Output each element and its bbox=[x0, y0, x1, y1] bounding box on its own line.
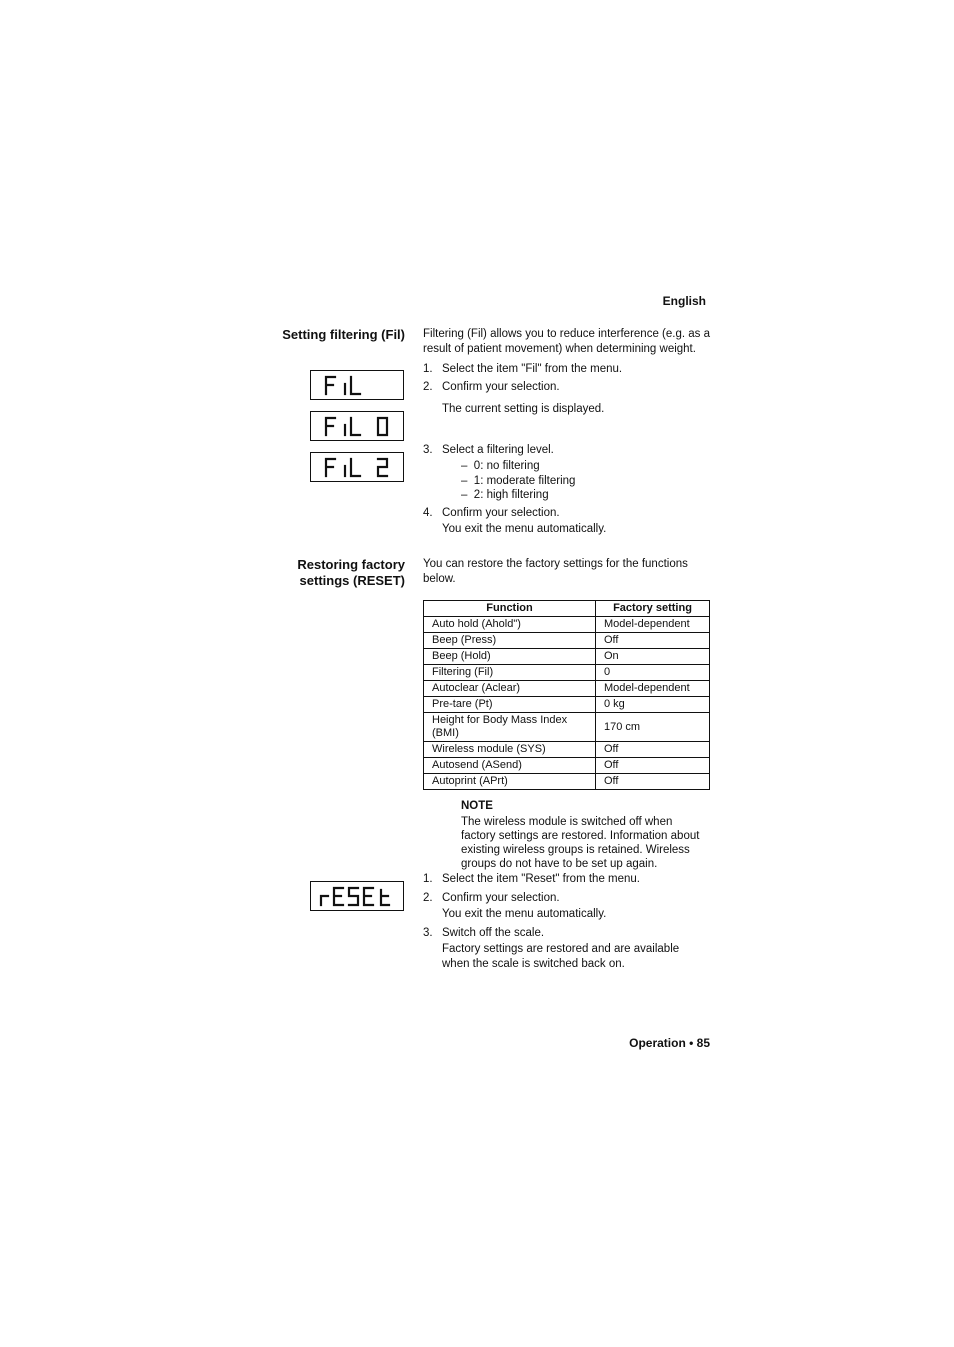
page-footer: Operation • 85 bbox=[629, 1036, 710, 1050]
note-title: NOTE bbox=[461, 800, 493, 812]
table-cell: Beep (Press) bbox=[424, 633, 596, 649]
lcd-fil-0-icon bbox=[311, 412, 405, 442]
filter-step-4 bbox=[423, 506, 713, 521]
step-text: Confirm your selection. bbox=[442, 507, 560, 519]
table-row bbox=[424, 713, 710, 742]
table-cell: Autoclear (Aclear) bbox=[424, 681, 596, 697]
section-heading-filtering: Setting filtering (Fil) bbox=[282, 327, 405, 342]
column-header: Function bbox=[424, 601, 596, 617]
filter-step-2 bbox=[423, 380, 713, 395]
table-cell: Off bbox=[596, 633, 710, 649]
table-cell: Autosend (ASend) bbox=[424, 758, 596, 774]
step-number: 3. bbox=[423, 444, 433, 456]
step-number: 2. bbox=[423, 381, 433, 393]
note-text: The wireless module is switched off when factory settings are restored. Information about existing wireless groups is retained. Wireless groups do not have to be set up again. bbox=[461, 816, 700, 870]
section-heading-reset bbox=[230, 557, 405, 589]
lcd-fil-icon bbox=[311, 371, 405, 401]
reset-step-3 bbox=[423, 926, 713, 941]
step-text: Select a filtering level. bbox=[442, 444, 554, 456]
heading-line: Restoring factory bbox=[297, 557, 405, 572]
table-row bbox=[424, 774, 710, 790]
table-cell: Off bbox=[596, 758, 710, 774]
table-header-row bbox=[424, 601, 710, 617]
lcd-reset-icon bbox=[311, 882, 405, 912]
table-cell: Off bbox=[596, 742, 710, 758]
dash-bullet: – bbox=[461, 489, 468, 501]
reset-step-2-note: You exit the menu automatically. bbox=[442, 908, 607, 920]
table-cell: 170 cm bbox=[596, 713, 710, 742]
step-text: Confirm your selection. bbox=[442, 892, 560, 904]
heading-line: settings (RESET) bbox=[299, 573, 405, 588]
table-cell: Wireless module (SYS) bbox=[424, 742, 596, 758]
filter-step-2-note: The current setting is displayed. bbox=[442, 403, 605, 415]
step-number: 3. bbox=[423, 927, 433, 939]
factory-settings-table bbox=[423, 600, 710, 790]
filter-level-text: 0: no filtering bbox=[473, 460, 540, 472]
lcd-display-fil-0 bbox=[310, 411, 404, 441]
table-row bbox=[424, 681, 710, 697]
filter-level-item bbox=[461, 488, 549, 503]
reset-step-2 bbox=[423, 891, 713, 906]
filter-level-item bbox=[461, 474, 575, 489]
reset-step-3-note: Factory settings are restored and are available when the scale is switched back on. bbox=[442, 943, 680, 970]
table-row bbox=[424, 633, 710, 649]
filtering-intro: Filtering (Fil) allows you to reduce interference (e.g. as a result of patient movement) when determining weight. bbox=[423, 328, 710, 355]
language-label: English bbox=[662, 294, 706, 308]
reset-step-1 bbox=[423, 872, 713, 887]
table-cell: Model-dependent bbox=[596, 617, 710, 633]
step-number: 4. bbox=[423, 507, 433, 519]
filter-step-1 bbox=[423, 362, 713, 377]
table-cell: Pre-tare (Pt) bbox=[424, 697, 596, 713]
table-cell: Filtering (Fil) bbox=[424, 665, 596, 681]
table-cell: Height for Body Mass Index (BMI) bbox=[424, 713, 596, 742]
table-row bbox=[424, 617, 710, 633]
step-text: Switch off the scale. bbox=[442, 927, 545, 939]
dash-bullet: – bbox=[461, 475, 468, 487]
step-text: Confirm your selection. bbox=[442, 381, 560, 393]
table-cell: Beep (Hold) bbox=[424, 649, 596, 665]
step-number: 1. bbox=[423, 363, 433, 375]
lcd-fil-2-icon bbox=[311, 453, 405, 483]
step-number: 2. bbox=[423, 892, 433, 904]
filter-level-item bbox=[461, 459, 540, 474]
table-row bbox=[424, 649, 710, 665]
reset-intro: You can restore the factory settings for the functions below. bbox=[423, 558, 688, 585]
filter-step-3 bbox=[423, 443, 713, 458]
table-cell: On bbox=[596, 649, 710, 665]
table-cell: Auto hold (Ahold") bbox=[424, 617, 596, 633]
table-cell: Off bbox=[596, 774, 710, 790]
table-row bbox=[424, 758, 710, 774]
table-cell: 0 bbox=[596, 665, 710, 681]
table-row bbox=[424, 665, 710, 681]
lcd-display-reset bbox=[310, 881, 404, 911]
step-text: Select the item "Fil" from the menu. bbox=[442, 363, 623, 375]
lcd-display-fil bbox=[310, 370, 404, 400]
table-row bbox=[424, 697, 710, 713]
step-text: Select the item "Reset" from the menu. bbox=[442, 873, 640, 885]
filter-step-4-note: You exit the menu automatically. bbox=[442, 523, 607, 535]
table-cell: Autoprint (APrt) bbox=[424, 774, 596, 790]
filter-level-text: 1: moderate filtering bbox=[473, 475, 576, 487]
filter-level-text: 2: high filtering bbox=[473, 489, 549, 501]
dash-bullet: – bbox=[461, 460, 468, 472]
column-header: Factory setting bbox=[596, 601, 710, 617]
table-row bbox=[424, 742, 710, 758]
step-number: 1. bbox=[423, 873, 433, 885]
lcd-display-fil-2 bbox=[310, 452, 404, 482]
table-cell: 0 kg bbox=[596, 697, 710, 713]
table-cell: Model-dependent bbox=[596, 681, 710, 697]
